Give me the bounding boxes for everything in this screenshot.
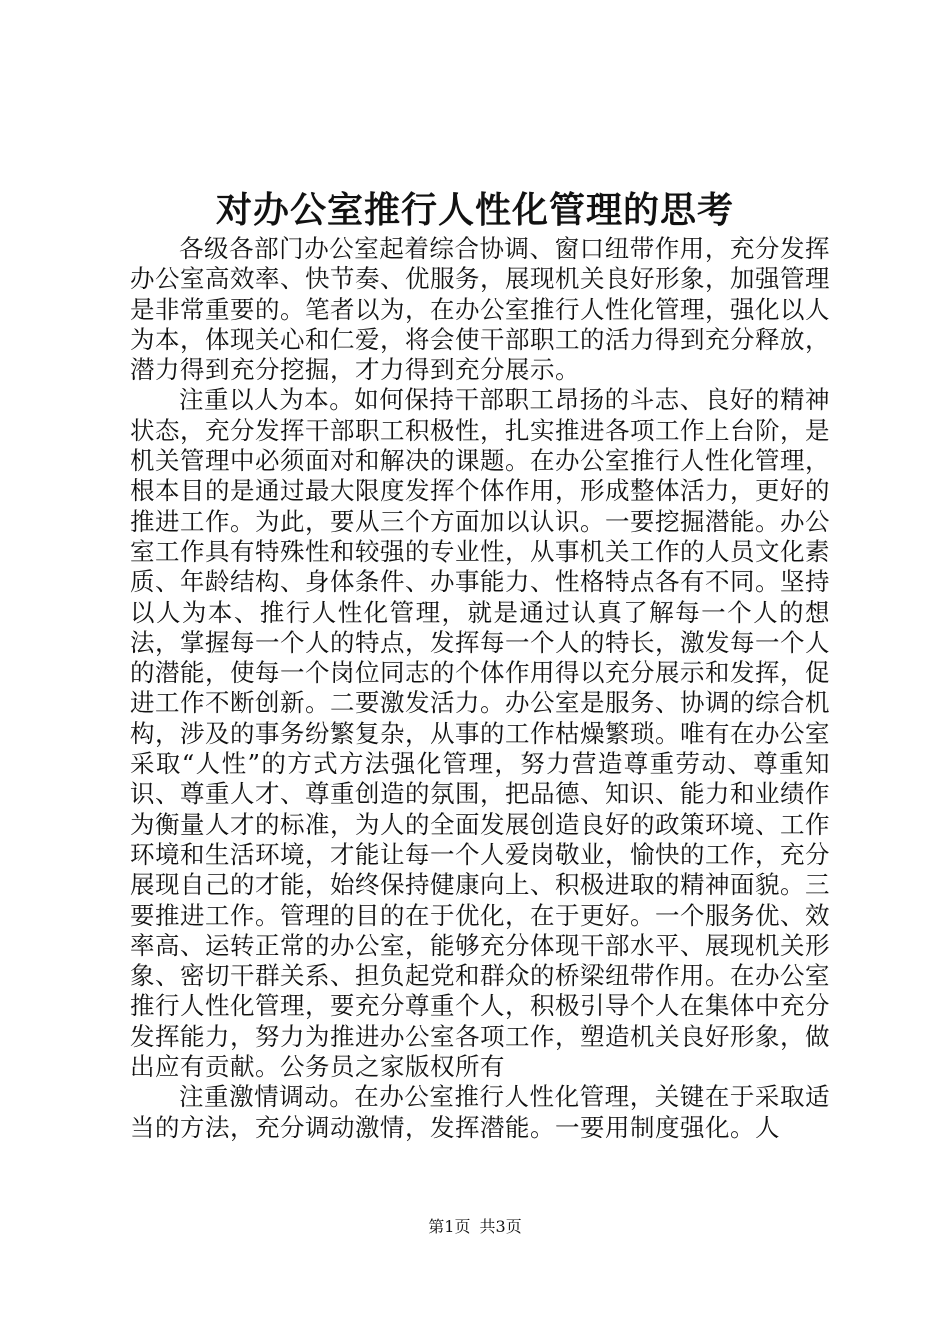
document-body: [130, 234, 830, 1143]
document-title: 对办公室推行人性化管理的思考: [215, 189, 734, 231]
paragraph-passion: 注重激情调动。在办公室推行人性化管理，关键在于采取适当的方法，充分调动激情，发挥潜能。一要用制度强化。人: [130, 1082, 830, 1142]
paragraph-intro: 各级各部门办公室起着综合协调、窗口纽带作用，充分发挥办公室高效率、快节奏、优服务，展现机关良好形象，加强管理是非常重要的。笔者以为，在办公室推行人性化管理，强化以人为本，体现关心和仁爱，将会使干部职工的活力得到充分释放，潜力得到充分挖掘，才力得到充分展示。: [130, 234, 830, 385]
paragraph-people-oriented: 注重以人为本。如何保持干部职工昂扬的斗志、良好的精神状态，充分发挥干部职工积极性，扎实推进各项工作上台阶，是机关管理中必须面对和解决的课题。在办公室推行人性化管理，根本目的是通过最大限度发挥个体作用，形成整体活力，更好的推进工作。为此，要从三个方面加以认识。一要挖掘潜能。办公室工作具有特殊性和较强的专业性，从事机关工作的人员文化素质、年龄结构、身体条件、办事能力、性格特点各有不同。坚持以人为本、推行人性化管理，就是通过认真了解每一个人的想法，掌握每一个人的特点，发挥每一个人的特长，激发每一个人的潜能，使每一个岗位同志的个体作用得以充分展示和发挥，促进工作不断创新。二要激发活力。办公室是服务、协调的综合机构，涉及的事务纷繁复杂，从事的工作枯燥繁琐。唯有在办公室采取“人性”的方式方法强化管理，努力营造尊重劳动、尊重知识、尊重人才、尊重创造的氛围，把品德、知识、能力和业绩作为衡量人才的标准，为人的全面发展创造良好的政策环境、工作环境和生活环境，才能让每一个人爱岗敬业，愉快的工作，充分展现自己的才能，始终保持健康向上、积极进取的精神面貌。三要推进工作。管理的目的在于优化，在于更好。一个服务优、效率高、运转正常的办公室，能够充分体现干部水平、展现机关形象、密切干群关系、担负起党和群众的桥梁纽带作用。在办公室推行人性化管理，要充分尊重个人，积极引导个人在集体中充分发挥能力，努力为推进办公室各项工作，塑造机关良好形象，做出应有贡献。公务员之家版权所有: [130, 385, 830, 1082]
page-footer: 第1页 共3页: [428, 1217, 522, 1236]
